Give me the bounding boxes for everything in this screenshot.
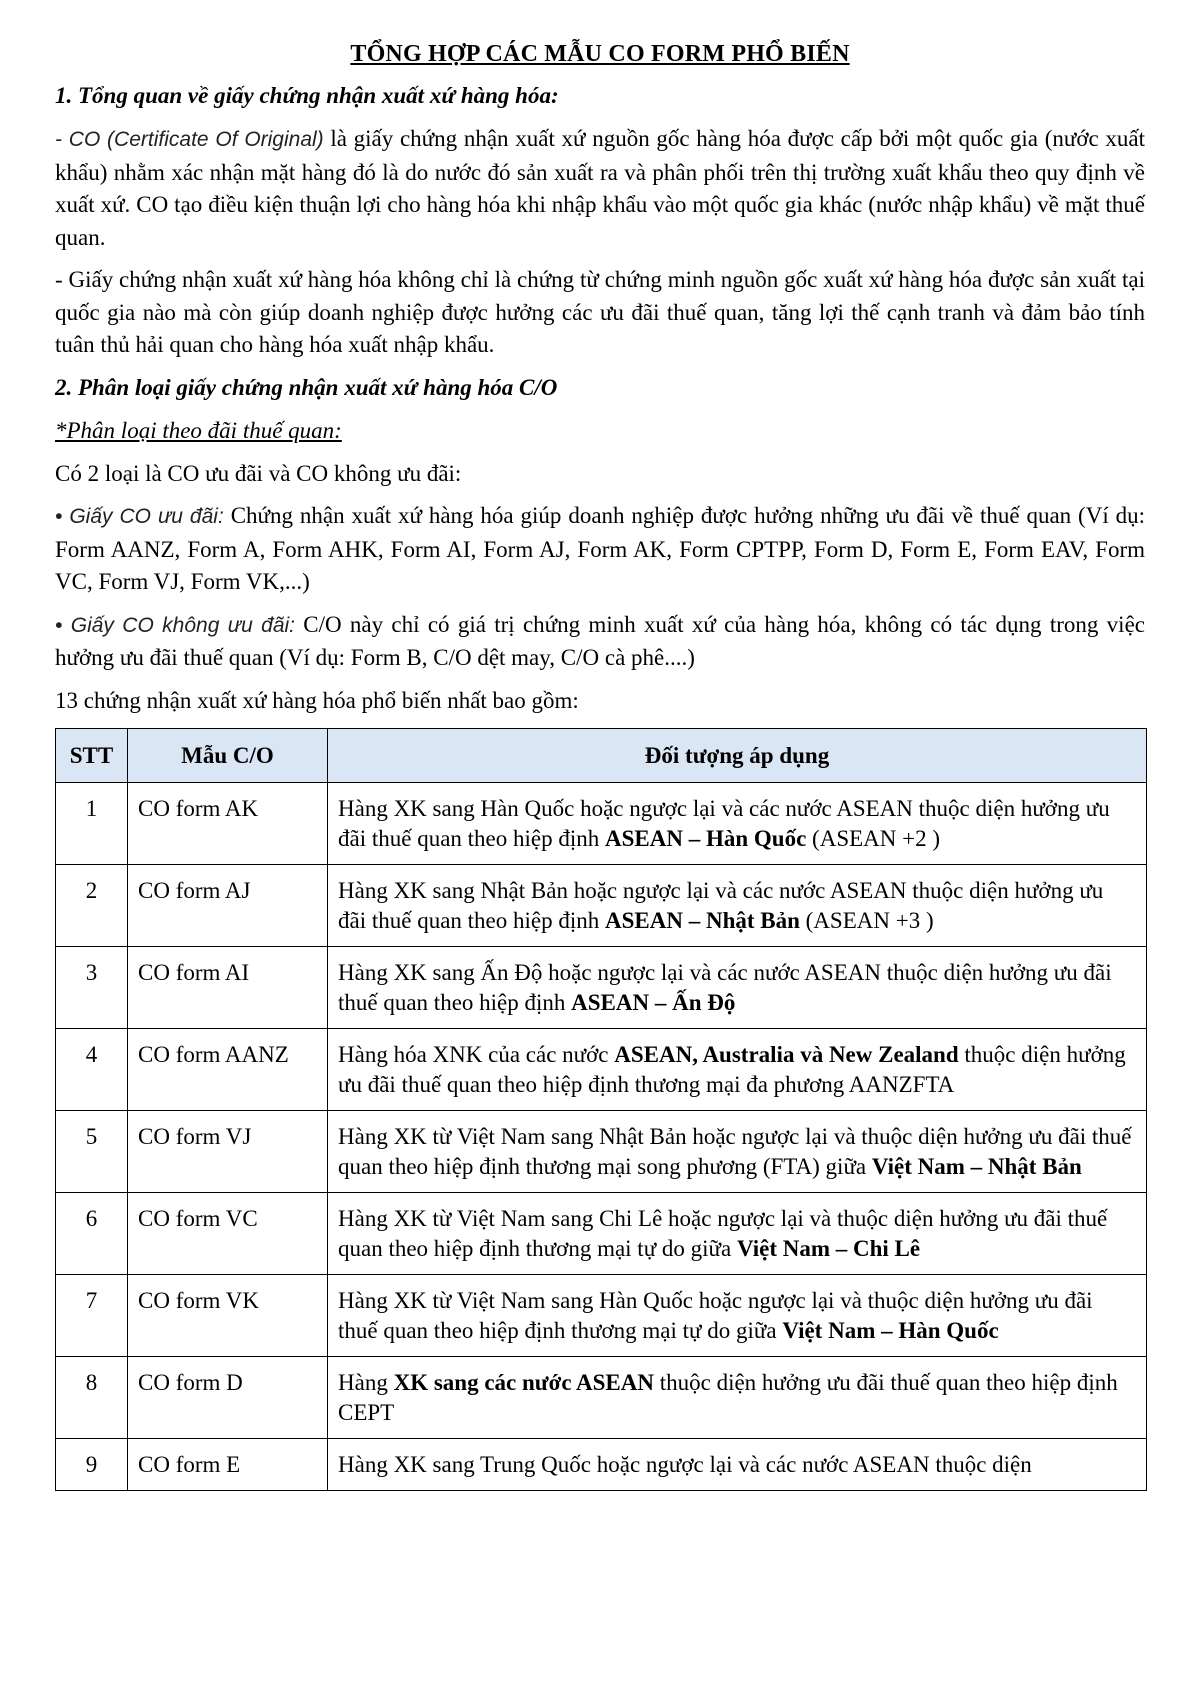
applicable-text: (ASEAN +2 ) <box>806 826 941 851</box>
bullet-label: • Giấy CO không ưu đãi: <box>55 613 295 637</box>
applicable-bold-text: Việt Nam – Chi Lê <box>736 1236 921 1261</box>
document-page <box>55 38 1145 1491</box>
bullet-text: C/O này chỉ có giá trị chứng minh xuất xứ của hàng hóa, không có tác dụng trong việc hưởng ưu đãi thuế quan (Ví dụ: Form B, C/O dệt may, C/O cà phê....) <box>55 611 1145 670</box>
cell-stt: 5 <box>56 1111 128 1193</box>
co-term: - CO (Certificate Of Original) <box>55 128 324 151</box>
cell-form: CO form AK <box>128 783 328 865</box>
applicable-text: Hàng <box>338 1370 394 1395</box>
document-title: TỔNG HỢP CÁC MẪU CO FORM PHỔ BIẾN <box>350 41 850 67</box>
table-row <box>56 1439 1147 1491</box>
table-row <box>56 1275 1147 1357</box>
table-row <box>56 1357 1147 1439</box>
cell-stt: 7 <box>56 1275 128 1357</box>
table-row <box>56 1193 1147 1275</box>
cell-stt: 3 <box>56 947 128 1029</box>
cell-form: CO form VJ <box>128 1111 328 1193</box>
paragraph-co-definition <box>55 123 1145 254</box>
co-forms-table <box>55 728 1147 1491</box>
applicable-text: Hàng XK sang Ấn Độ hoặc ngược lại và các nước ASEAN thuộc diện hưởng ưu đãi thuế quan theo hiệp định <box>338 960 1112 1015</box>
applicable-bold-text: ASEAN, Australia và New Zealand <box>614 1042 959 1067</box>
bullet-label: • Giấy CO ưu đãi: <box>55 505 224 528</box>
section-1-heading: 1. Tổng quan về giấy chứng nhận xuất xứ hàng hóa: <box>55 82 559 108</box>
applicable-text: Hàng hóa XNK của các nước <box>338 1042 615 1067</box>
applicable-bold-text: ASEAN – Nhật Bản <box>605 908 800 933</box>
cell-applicable <box>328 1357 1147 1439</box>
table-row <box>56 1111 1147 1193</box>
paragraph-co-benefits: - Giấy chứng nhận xuất xứ hàng hóa không chỉ là chứng từ chứng minh nguồn gốc xuất xứ hàng hóa được sản xuất tại quốc gia nào mà còn giúp doanh nghiệp được hưởng các ưu đãi thuế quan, tăng lợi thế cạnh tranh và đảm bảo tính tuân thủ hải quan cho hàng hóa xuất nhập khẩu. <box>55 267 1145 357</box>
header-applicable: Đối tượng áp dụng <box>328 729 1147 783</box>
applicable-text: Hàng XK từ Việt Nam sang Nhật Bản hoặc ngược lại và thuộc diện hưởng ưu đãi thuế quan theo hiệp định thương mại song phương (FTA) giữa <box>338 1124 1132 1179</box>
cell-applicable <box>328 783 1147 865</box>
cell-form: CO form AJ <box>128 865 328 947</box>
cell-stt: 8 <box>56 1357 128 1439</box>
bullet-text: Chứng nhận xuất xứ hàng hóa giúp doanh nghiệp được hưởng những ưu đãi về thuế quan (Ví dụ: Form AANZ, Form A, Form AHK, Form AI, Form AJ, Form AK, Form CPTPP, Form D, Form E, Form EAV, Form VC, Form VJ, Form VK,...) <box>55 503 1145 594</box>
subsection-heading: *Phân loại theo đãi thuế quan: <box>55 418 342 443</box>
cell-stt: 6 <box>56 1193 128 1275</box>
applicable-text: Hàng XK sang Hàn Quốc hoặc ngược lại và các nước ASEAN thuộc diện hưởng ưu đãi thuế quan theo hiệp định <box>338 796 1110 851</box>
cell-applicable <box>328 1111 1147 1193</box>
paragraph-table-intro: 13 chứng nhận xuất xứ hàng hóa phổ biến nhất bao gồm: <box>55 687 579 713</box>
cell-applicable <box>328 1029 1147 1111</box>
applicable-bold-text: ASEAN – Hàn Quốc <box>605 826 807 851</box>
cell-applicable <box>328 865 1147 947</box>
cell-applicable <box>328 947 1147 1029</box>
applicable-text: Hàng XK sang Trung Quốc hoặc ngược lại và các nước ASEAN thuộc diện <box>338 1452 1032 1477</box>
cell-applicable <box>328 1439 1147 1491</box>
applicable-text: Hàng XK sang Nhật Bản hoặc ngược lại và các nước ASEAN thuộc diện hưởng ưu đãi thuế quan theo hiệp định <box>338 878 1104 933</box>
cell-form: CO form VK <box>128 1275 328 1357</box>
cell-form: CO form VC <box>128 1193 328 1275</box>
paragraph-co-types: Có 2 loại là CO ưu đãi và CO không ưu đãi: <box>55 460 462 486</box>
cell-form: CO form D <box>128 1357 328 1439</box>
cell-stt: 2 <box>56 865 128 947</box>
table-row <box>56 947 1147 1029</box>
table-row <box>56 783 1147 865</box>
applicable-text: thuộc diện hưởng ưu đãi thuế quan theo hiệp định thương mại đa phương AANZFTA <box>338 1042 1126 1097</box>
bullet-preferential-co <box>55 500 1145 599</box>
cell-form: CO form E <box>128 1439 328 1491</box>
table-header-row <box>56 729 1147 783</box>
applicable-bold-text: ASEAN – Ấn Độ <box>571 990 736 1015</box>
co-definition-text: là giấy chứng nhận xuất xứ nguồn gốc hàng hóa được cấp bởi một quốc gia (nước xuất khẩu) nhằm xác nhận mặt hàng đó là do nước đó sản xuất ra và phân phối trên thị trường xuất khẩu theo quy định về xuất xứ. CO tạo điều kiện thuận lợi cho hàng hóa khi nhập khẩu vào một quốc gia khác (nước nhập khẩu) về mặt thuế quan. <box>55 126 1145 250</box>
applicable-text: (ASEAN +3 ) <box>799 908 934 933</box>
bullet-non-preferential-co <box>55 609 1145 675</box>
applicable-text: thuộc diện hưởng ưu đãi thuế quan theo hiệp định CEPT <box>338 1370 1118 1425</box>
table-row <box>56 865 1147 947</box>
applicable-text: Hàng XK từ Việt Nam sang Hàn Quốc hoặc ngược lại và thuộc diện hưởng ưu đãi thuế quan theo hiệp định thương mại tự do giữa <box>338 1288 1093 1343</box>
applicable-bold-text: Việt Nam – Nhật Bản <box>871 1154 1082 1179</box>
table-row <box>56 1029 1147 1111</box>
cell-applicable <box>328 1275 1147 1357</box>
cell-form: CO form AANZ <box>128 1029 328 1111</box>
header-stt: STT <box>56 729 128 783</box>
cell-stt: 4 <box>56 1029 128 1111</box>
section-2-heading: 2. Phân loại giấy chứng nhận xuất xứ hàng hóa C/O <box>55 374 558 400</box>
cell-form: CO form AI <box>128 947 328 1029</box>
cell-stt: 1 <box>56 783 128 865</box>
cell-stt: 9 <box>56 1439 128 1491</box>
applicable-bold-text: Việt Nam – Hàn Quốc <box>782 1318 999 1343</box>
applicable-bold-text: XK sang các nước ASEAN <box>393 1370 654 1395</box>
cell-applicable <box>328 1193 1147 1275</box>
applicable-text: Hàng XK từ Việt Nam sang Chi Lê hoặc ngược lại và thuộc diện hưởng ưu đãi thuế quan theo hiệp định thương mại tự do giữa <box>338 1206 1108 1261</box>
header-form: Mẫu C/O <box>128 729 328 783</box>
